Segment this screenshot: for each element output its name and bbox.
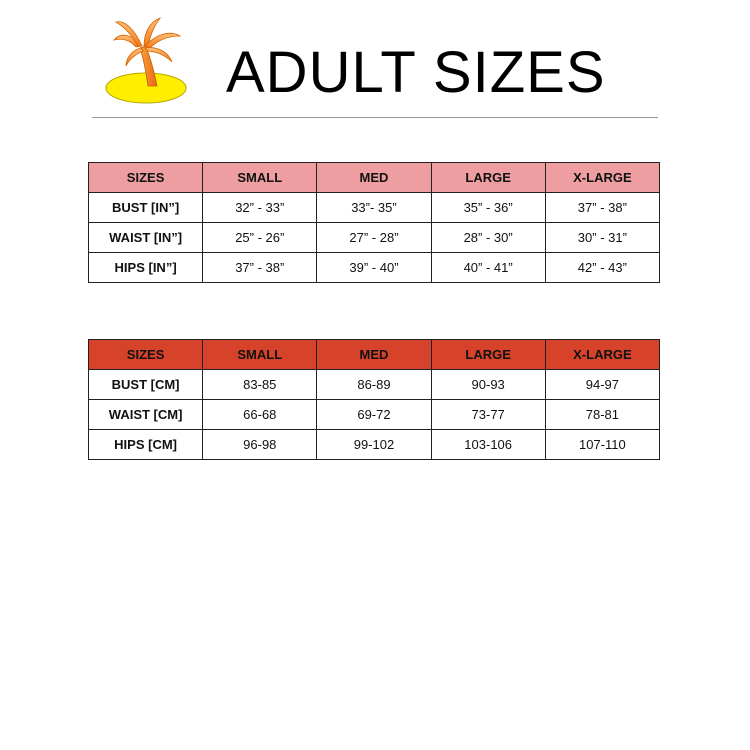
table-cell: 40” - 41”	[431, 253, 545, 283]
table-cell: 103-106	[431, 430, 545, 460]
table-cell: 37” - 38”	[203, 253, 317, 283]
table-cell: 83-85	[203, 370, 317, 400]
table-row	[89, 253, 660, 283]
header-divider	[92, 117, 658, 118]
page-title: ADULT SIZES	[226, 40, 606, 105]
palm-island-icon	[104, 14, 190, 106]
table-cell: 96-98	[203, 430, 317, 460]
table-row	[89, 430, 660, 460]
table-cell: 33”- 35”	[317, 193, 431, 223]
table-row	[89, 223, 660, 253]
column-header-small: SMALL	[203, 163, 317, 193]
table-row	[89, 400, 660, 430]
column-header-small: SMALL	[203, 340, 317, 370]
table-cell: 94-97	[545, 370, 659, 400]
column-header-sizes: SIZES	[89, 163, 203, 193]
table-header-row	[89, 340, 660, 370]
table-cell: 25” - 26”	[203, 223, 317, 253]
table-cell: 86-89	[317, 370, 431, 400]
table-cell: 73-77	[431, 400, 545, 430]
column-header-sizes: SIZES	[89, 340, 203, 370]
table-cell: 28” - 30”	[431, 223, 545, 253]
table-cell: 42” - 43”	[545, 253, 659, 283]
table-cell: 78-81	[545, 400, 659, 430]
table-header-row	[89, 163, 660, 193]
row-label-bust: BUST [CM]	[89, 370, 203, 400]
table-cell: 66-68	[203, 400, 317, 430]
table-cell: 69-72	[317, 400, 431, 430]
table-cell: 107-110	[545, 430, 659, 460]
table-cell: 35” - 36”	[431, 193, 545, 223]
column-header-x-large: X-LARGE	[545, 163, 659, 193]
table-cell: 27” - 28”	[317, 223, 431, 253]
size-table-cm	[88, 339, 660, 460]
table-cell: 32” - 33”	[203, 193, 317, 223]
table-cell: 30” - 31”	[545, 223, 659, 253]
column-header-med: MED	[317, 163, 431, 193]
table-row	[89, 370, 660, 400]
column-header-med: MED	[317, 340, 431, 370]
table-cell: 37” - 38”	[545, 193, 659, 223]
column-header-x-large: X-LARGE	[545, 340, 659, 370]
column-header-large: LARGE	[431, 340, 545, 370]
row-label-hips: HIPS [IN”]	[89, 253, 203, 283]
table-cell: 99-102	[317, 430, 431, 460]
table-cell: 39” - 40”	[317, 253, 431, 283]
size-table-inches	[88, 162, 660, 283]
table-cell: 90-93	[431, 370, 545, 400]
row-label-waist: WAIST [IN”]	[89, 223, 203, 253]
row-label-hips: HIPS [CM]	[89, 430, 203, 460]
row-label-bust: BUST [IN”]	[89, 193, 203, 223]
table-row	[89, 193, 660, 223]
row-label-waist: WAIST [CM]	[89, 400, 203, 430]
column-header-large: LARGE	[431, 163, 545, 193]
